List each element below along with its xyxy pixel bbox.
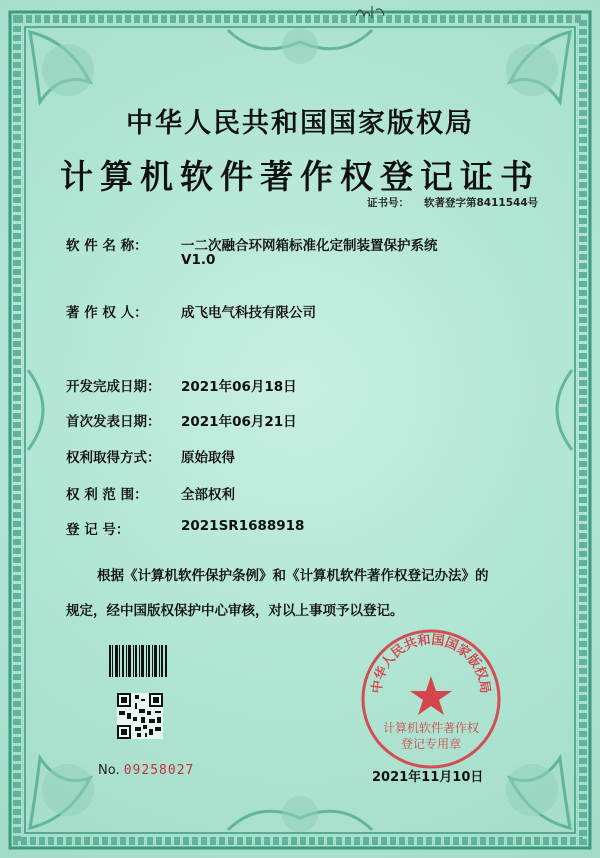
barcode-image	[109, 645, 167, 677]
handwritten-mark	[352, 2, 388, 22]
software-version-value: V1.0	[181, 252, 216, 268]
publication-date-label: 首次发表日期：	[66, 414, 161, 430]
copyright-holder-value: 成飞电气科技有限公司	[181, 305, 316, 321]
rights-scope-value: 全部权利	[181, 487, 235, 503]
serial-number-value: 09258027	[123, 763, 195, 778]
publication-date-value: 2021年06月21日	[181, 414, 297, 430]
issuing-authority: 中华人民共和国国家版权局	[126, 108, 474, 139]
cert-number-value: 软著登字第8411544号	[424, 197, 539, 209]
statement-line-1: 根据《计算机软件保护条例》和《计算机软件著作权登记办法》的	[97, 568, 489, 584]
rights-scope-label: 权 利 范 围：	[66, 487, 148, 503]
svg-text:中华人民共和国国家版权局: 中华人民共和国国家版权局	[369, 632, 493, 695]
registration-number-label: 登 记 号：	[66, 522, 130, 538]
statement-line-2: 规定，经中国版权保护中心审核，对以上事项予以登记。	[66, 603, 404, 619]
svg-text:计算机软件著作权: 计算机软件著作权	[382, 721, 480, 735]
registration-number-value: 2021SR1688918	[181, 518, 305, 534]
copyright-holder-label: 著 作 权 人：	[66, 305, 148, 321]
svg-text:登记专用章: 登记专用章	[400, 737, 462, 751]
completion-date-value: 2021年06月18日	[181, 379, 297, 395]
issue-date: 2021年11月10日	[372, 770, 484, 785]
official-seal	[356, 624, 506, 774]
acquisition-method-label: 权利取得方式：	[66, 450, 161, 466]
software-name-value: 一二次融合环网箱标准化定制装置保护系统	[181, 238, 438, 254]
serial-number	[98, 763, 194, 778]
software-name-label: 软 件 名 称：	[66, 238, 148, 254]
certificate-title: 计算机软件著作权登记证书	[60, 157, 540, 196]
acquisition-method-value: 原始取得	[181, 450, 235, 466]
cert-number-label: 证书号：	[367, 197, 409, 209]
qr-code-image	[117, 693, 163, 739]
completion-date-label: 开发完成日期：	[66, 379, 161, 395]
serial-number-label: No.	[98, 763, 120, 778]
